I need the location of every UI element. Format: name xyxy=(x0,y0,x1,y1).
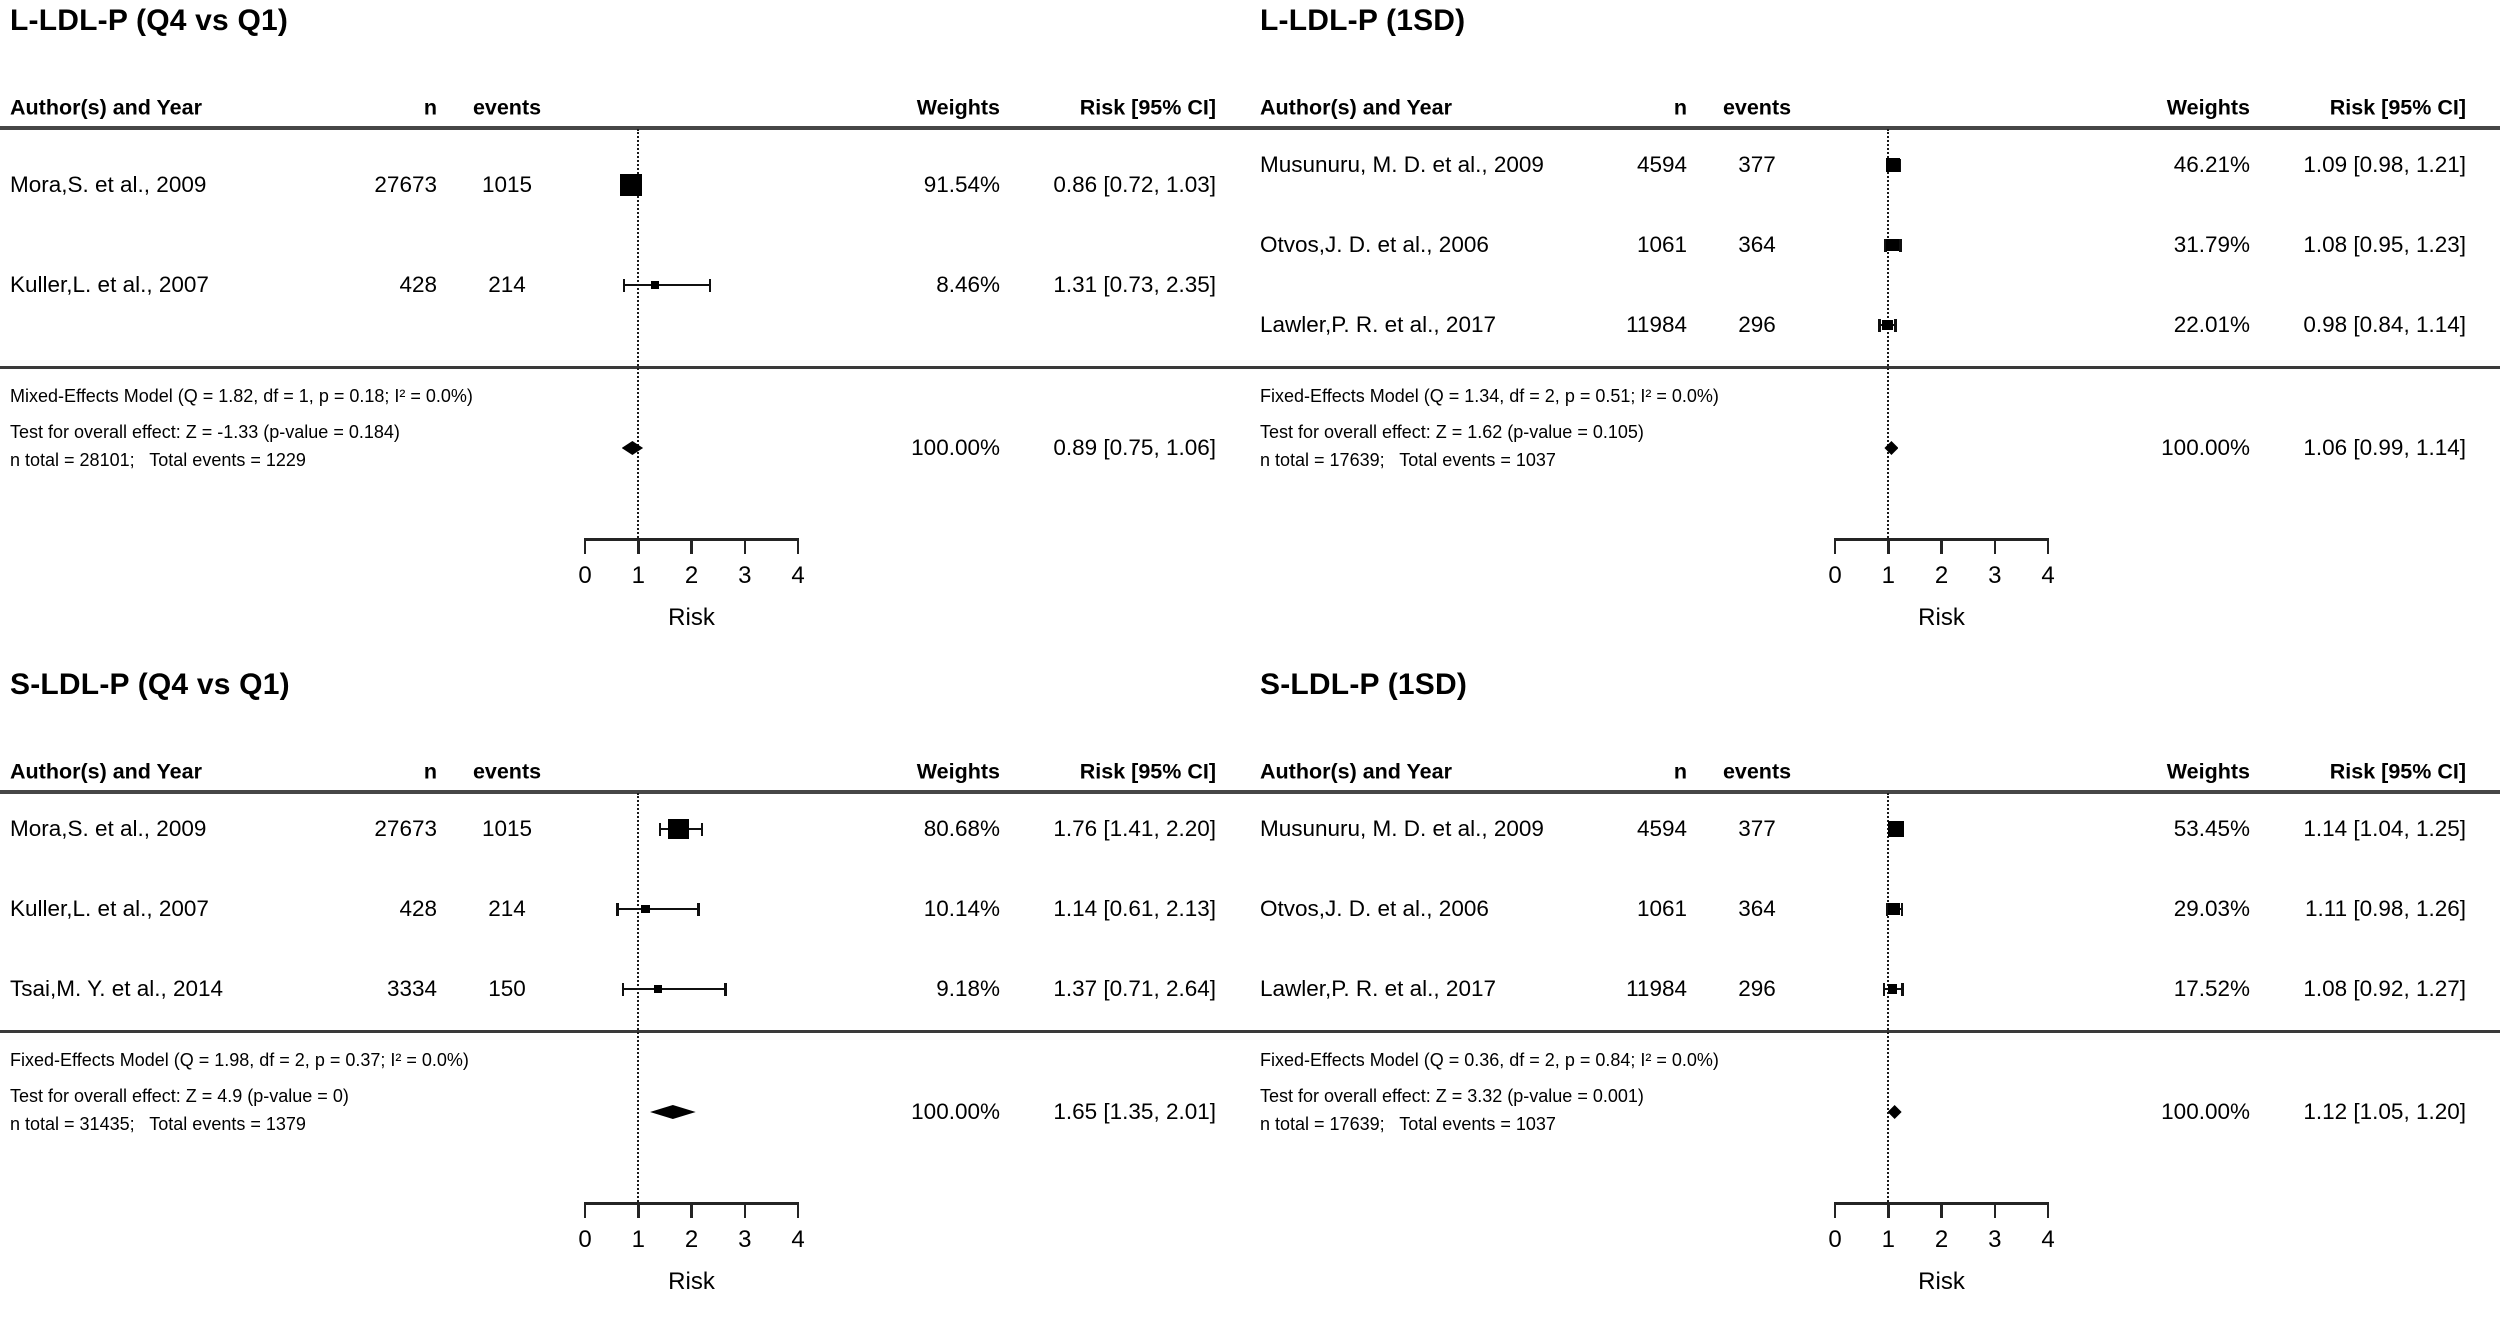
col-header-author: Author(s) and Year xyxy=(10,759,202,784)
col-header-events: events xyxy=(1722,95,1792,120)
effect-square xyxy=(620,174,643,197)
study-events: 296 xyxy=(1738,976,1776,1001)
summary-weight: 100.00% xyxy=(2161,435,2250,460)
overall-effect-text: Test for overall effect: Z = -1.33 (p-value = 0.184) xyxy=(10,422,400,442)
axis-tick-label: 1 xyxy=(1881,1226,1895,1253)
axis-label: Risk xyxy=(1918,604,1965,631)
study-risk: 1.14 [1.04, 1.25] xyxy=(2303,816,2466,841)
risk-ref-line xyxy=(637,793,639,1202)
axis-tick-label: 2 xyxy=(684,1226,699,1253)
col-header-risk: Risk [95% CI] xyxy=(1079,95,1216,120)
col-header-risk: Risk [95% CI] xyxy=(2329,95,2466,120)
study-author: Kuller,L. et al., 2007 xyxy=(10,272,209,297)
effect-square xyxy=(1888,903,1900,915)
effect-square xyxy=(651,281,659,289)
axis-tick xyxy=(797,538,800,554)
study-events: 364 xyxy=(1738,232,1776,257)
ci-cap-right xyxy=(697,903,700,916)
study-events: 1015 xyxy=(481,172,533,197)
axis-tick-label: 1 xyxy=(631,562,645,589)
totals-text: n total = 28101; Total events = 1229 xyxy=(10,450,306,470)
axis-tick xyxy=(744,538,747,554)
axis-tick-label: 0 xyxy=(578,562,592,589)
study-n: 428 xyxy=(399,896,437,921)
study-n: 4594 xyxy=(1636,816,1687,841)
col-header-weights: Weights xyxy=(2166,95,2250,120)
effect-square xyxy=(641,905,650,914)
summary-rule xyxy=(0,1030,1250,1033)
axis-tick xyxy=(1994,1202,1997,1218)
col-header-n: n xyxy=(423,759,437,784)
study-events: 1015 xyxy=(481,816,533,841)
axis-tick-label: 4 xyxy=(791,562,805,589)
study-events: 377 xyxy=(1738,816,1776,841)
summary-risk: 1.12 [1.05, 1.20] xyxy=(2303,1099,2466,1124)
summary-rule xyxy=(0,366,1250,369)
col-header-weights: Weights xyxy=(2166,759,2250,784)
study-risk: 0.86 [0.72, 1.03] xyxy=(1053,172,1216,197)
axis-tick xyxy=(1887,538,1890,554)
study-risk: 1.37 [0.71, 2.64] xyxy=(1053,976,1216,1001)
summary-weight: 100.00% xyxy=(2161,1099,2250,1124)
summary-risk: 0.89 [0.75, 1.06] xyxy=(1053,435,1216,460)
col-header-weights: Weights xyxy=(916,759,1000,784)
axis-tick-label: 4 xyxy=(2041,1226,2055,1253)
forest-panel-s-ldl-p-q4-vs-q1 xyxy=(0,664,1250,1328)
study-risk: 1.11 [0.98, 1.26] xyxy=(2305,896,2466,921)
study-weight: 10.14% xyxy=(923,896,1000,921)
panel-title: S-LDL-P (1SD) xyxy=(1260,668,1468,701)
study-weight: 29.03% xyxy=(2173,896,2250,921)
effect-square xyxy=(1882,320,1893,331)
axis-tick-label: 3 xyxy=(738,1226,752,1253)
ci-cap-right xyxy=(709,279,712,292)
study-risk: 1.14 [0.61, 2.13] xyxy=(1053,896,1216,921)
summary-diamond xyxy=(622,441,643,455)
col-header-weights: Weights xyxy=(916,95,1000,120)
axis-tick-label: 3 xyxy=(738,562,752,589)
summary-rule xyxy=(1250,1030,2500,1033)
ci-cap-left xyxy=(1883,983,1886,996)
axis-tick xyxy=(2047,538,2050,554)
axis-tick-label: 2 xyxy=(1934,1226,1949,1253)
study-author: Mora,S. et al., 2009 xyxy=(10,172,207,197)
col-header-author: Author(s) and Year xyxy=(10,95,202,120)
axis-tick xyxy=(1940,538,1943,554)
axis-tick xyxy=(690,1202,693,1218)
axis-label: Risk xyxy=(1918,1268,1965,1295)
study-risk: 1.31 [0.73, 2.35] xyxy=(1053,272,1216,297)
study-author: Otvos,J. D. et al., 2006 xyxy=(1260,232,1489,257)
ci-cap-right xyxy=(724,983,727,996)
axis-tick xyxy=(584,1202,587,1218)
study-n: 4594 xyxy=(1636,152,1687,177)
ci-cap-right xyxy=(1901,903,1904,916)
axis-tick-label: 4 xyxy=(2041,562,2055,589)
model-text: Mixed-Effects Model (Q = 1.82, df = 1, p = 0.18; I² = 0.0%) xyxy=(10,386,473,406)
study-weight: 9.18% xyxy=(936,976,1000,1001)
ci-cap-left xyxy=(623,279,626,292)
totals-text: n total = 17639; Total events = 1037 xyxy=(1260,450,1556,470)
axis-tick-label: 2 xyxy=(1934,562,1949,589)
ci-cap-right xyxy=(701,823,704,836)
col-header-n: n xyxy=(1673,95,1687,120)
col-header-n: n xyxy=(423,95,437,120)
axis-tick xyxy=(637,538,640,554)
axis-tick-label: 4 xyxy=(791,1226,805,1253)
study-weight: 8.46% xyxy=(936,272,1000,297)
forest-panel-l-ldl-p-1sd xyxy=(1250,0,2500,664)
axis-tick xyxy=(1994,538,1997,554)
axis-tick xyxy=(1834,1202,1837,1218)
study-n: 428 xyxy=(399,272,437,297)
ci-cap-right xyxy=(1901,983,1904,996)
ci-cap-left xyxy=(622,983,625,996)
summary-risk: 1.06 [0.99, 1.14] xyxy=(2303,435,2466,460)
study-n: 1061 xyxy=(1636,232,1687,257)
study-n: 11984 xyxy=(1626,976,1687,1001)
totals-text: n total = 31435; Total events = 1379 xyxy=(10,1114,306,1134)
summary-weight: 100.00% xyxy=(911,435,1000,460)
study-weight: 53.45% xyxy=(2173,816,2250,841)
study-weight: 17.52% xyxy=(2173,976,2250,1001)
study-weight: 22.01% xyxy=(2173,312,2250,337)
ci-cap-right xyxy=(1894,319,1897,332)
study-events: 296 xyxy=(1738,312,1776,337)
summary-risk: 1.65 [1.35, 2.01] xyxy=(1053,1099,1216,1124)
summary-weight: 100.00% xyxy=(911,1099,1000,1124)
risk-ref-line xyxy=(1887,793,1889,1202)
study-risk: 0.98 [0.84, 1.14] xyxy=(2303,312,2466,337)
panel-title: L-LDL-P (1SD) xyxy=(1260,4,1466,37)
effect-square xyxy=(1886,158,1901,173)
study-author: Lawler,P. R. et al., 2017 xyxy=(1260,312,1496,337)
study-events: 150 xyxy=(488,976,526,1001)
col-header-risk: Risk [95% CI] xyxy=(1079,759,1216,784)
axis-tick-label: 1 xyxy=(1881,562,1895,589)
study-events: 364 xyxy=(1738,896,1776,921)
study-weight: 80.68% xyxy=(923,816,1000,841)
study-author: Musunuru, M. D. et al., 2009 xyxy=(1260,816,1544,841)
study-risk: 1.08 [0.95, 1.23] xyxy=(2303,232,2466,257)
study-n: 27673 xyxy=(374,172,437,197)
axis-tick xyxy=(1887,1202,1890,1218)
ci-whisker xyxy=(623,988,726,991)
axis-tick-label: 3 xyxy=(1988,562,2002,589)
axis-tick-label: 1 xyxy=(631,1226,645,1253)
ci-cap-left xyxy=(659,823,662,836)
study-risk: 1.08 [0.92, 1.27] xyxy=(2303,976,2466,1001)
effect-square xyxy=(654,985,663,994)
axis-tick xyxy=(744,1202,747,1218)
summary-rule xyxy=(1250,366,2500,369)
effect-square xyxy=(1888,984,1898,994)
effect-square xyxy=(668,819,689,840)
ci-cap-right xyxy=(1899,239,1902,252)
summary-diamond xyxy=(650,1105,696,1119)
study-events: 377 xyxy=(1738,152,1776,177)
study-risk: 1.09 [0.98, 1.21] xyxy=(2303,152,2466,177)
study-author: Otvos,J. D. et al., 2006 xyxy=(1260,896,1489,921)
study-events: 214 xyxy=(488,896,526,921)
study-risk: 1.76 [1.41, 2.20] xyxy=(1053,816,1216,841)
axis-tick xyxy=(637,1202,640,1218)
col-header-risk: Risk [95% CI] xyxy=(2329,759,2466,784)
panel-title: L-LDL-P (Q4 vs Q1) xyxy=(10,4,289,37)
axis-tick xyxy=(797,1202,800,1218)
overall-effect-text: Test for overall effect: Z = 4.9 (p-value = 0) xyxy=(10,1086,349,1106)
axis-label: Risk xyxy=(668,1268,715,1295)
forest-panel-s-ldl-p-1sd xyxy=(1250,664,2500,1328)
axis-tick xyxy=(1940,1202,1943,1218)
study-events: 214 xyxy=(488,272,526,297)
study-weight: 46.21% xyxy=(2173,152,2250,177)
axis-tick-label: 0 xyxy=(1828,562,1842,589)
axis-label: Risk xyxy=(668,604,715,631)
axis-tick xyxy=(690,538,693,554)
effect-square xyxy=(1888,821,1904,837)
ci-whisker xyxy=(624,284,710,287)
study-weight: 91.54% xyxy=(923,172,1000,197)
header-rule xyxy=(0,126,1250,130)
study-author: Tsai,M. Y. et al., 2014 xyxy=(10,976,224,1001)
totals-text: n total = 17639; Total events = 1037 xyxy=(1260,1114,1556,1134)
overall-effect-text: Test for overall effect: Z = 1.62 (p-value = 0.105) xyxy=(1260,422,1644,442)
study-n: 11984 xyxy=(1626,312,1687,337)
study-author: Lawler,P. R. et al., 2017 xyxy=(1260,976,1496,1001)
study-author: Musunuru, M. D. et al., 2009 xyxy=(1260,152,1544,177)
col-header-author: Author(s) and Year xyxy=(1260,95,1452,120)
study-author: Kuller,L. et al., 2007 xyxy=(10,896,209,921)
panel-title: S-LDL-P (Q4 vs Q1) xyxy=(10,668,290,701)
col-header-events: events xyxy=(1722,759,1792,784)
axis-tick-label: 3 xyxy=(1988,1226,2002,1253)
model-text: Fixed-Effects Model (Q = 0.36, df = 2, p = 0.84; I² = 0.0%) xyxy=(1260,1050,1719,1070)
study-weight: 31.79% xyxy=(2173,232,2250,257)
axis-tick-label: 0 xyxy=(578,1226,592,1253)
axis-tick xyxy=(2047,1202,2050,1218)
model-text: Fixed-Effects Model (Q = 1.98, df = 2, p = 0.37; I² = 0.0%) xyxy=(10,1050,469,1070)
study-n: 3334 xyxy=(386,976,437,1001)
axis-tick-label: 2 xyxy=(684,562,699,589)
col-header-n: n xyxy=(1673,759,1687,784)
study-n: 27673 xyxy=(374,816,437,841)
col-header-author: Author(s) and Year xyxy=(1260,759,1452,784)
study-n: 1061 xyxy=(1636,896,1687,921)
col-header-events: events xyxy=(472,95,542,120)
header-rule xyxy=(1250,790,2500,794)
effect-square xyxy=(1886,239,1898,251)
header-rule xyxy=(1250,126,2500,130)
ci-cap-left xyxy=(1878,319,1881,332)
risk-ref-line xyxy=(1887,129,1889,538)
model-text: Fixed-Effects Model (Q = 1.34, df = 2, p = 0.51; I² = 0.0%) xyxy=(1260,386,1719,406)
forest-panel-l-ldl-p-q4-vs-q1 xyxy=(0,0,1250,664)
overall-effect-text: Test for overall effect: Z = 3.32 (p-value = 0.001) xyxy=(1260,1086,1644,1106)
col-header-events: events xyxy=(472,759,542,784)
axis-tick-label: 0 xyxy=(1828,1226,1842,1253)
axis-tick xyxy=(584,538,587,554)
study-author: Mora,S. et al., 2009 xyxy=(10,816,207,841)
axis-tick xyxy=(1834,538,1837,554)
header-rule xyxy=(0,790,1250,794)
ci-cap-left xyxy=(616,903,619,916)
ci-whisker xyxy=(617,908,698,911)
summary-diamond xyxy=(1888,1105,1902,1119)
